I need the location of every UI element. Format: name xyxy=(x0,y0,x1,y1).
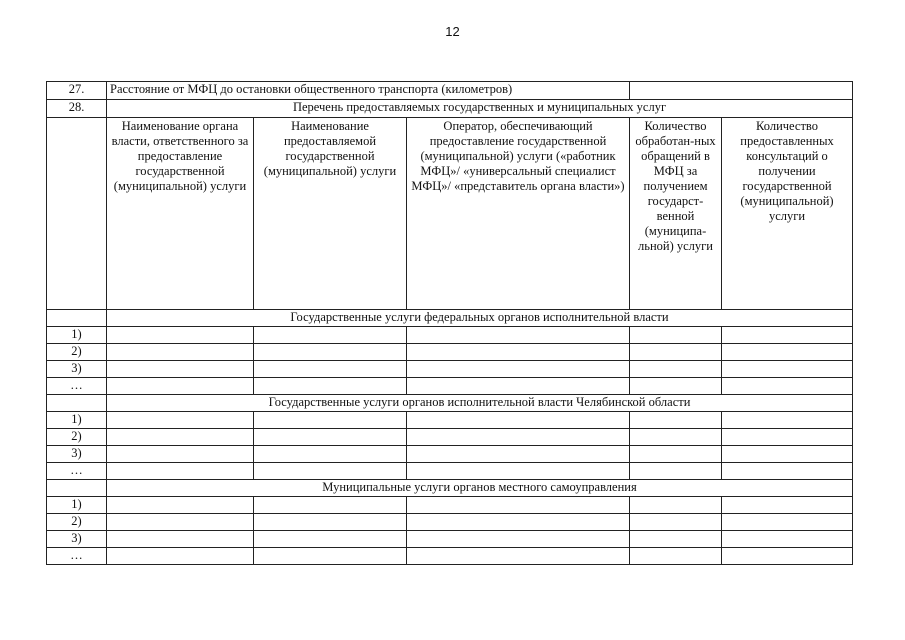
section-title: Государственные услуги федеральных органов исполнительной власти xyxy=(107,310,853,327)
row-number: 28. xyxy=(47,100,107,118)
input-cell xyxy=(630,361,722,378)
input-cell xyxy=(722,497,853,514)
input-cell xyxy=(254,446,407,463)
input-cell xyxy=(407,429,630,446)
row-number: … xyxy=(47,548,107,565)
row-number: 2) xyxy=(47,429,107,446)
input-cell xyxy=(407,548,630,565)
input-cell xyxy=(407,378,630,395)
input-cell xyxy=(107,463,254,480)
input-cell xyxy=(630,378,722,395)
input-cell xyxy=(407,344,630,361)
input-cell xyxy=(630,497,722,514)
input-cell xyxy=(407,463,630,480)
input-cell xyxy=(254,327,407,344)
row-number: 1) xyxy=(47,327,107,344)
input-cell xyxy=(254,548,407,565)
row-number: 3) xyxy=(47,531,107,548)
input-cell xyxy=(254,378,407,395)
input-cell xyxy=(254,463,407,480)
input-cell xyxy=(107,327,254,344)
section-header xyxy=(47,480,853,497)
row-number: 2) xyxy=(47,344,107,361)
input-cell xyxy=(407,327,630,344)
blank-cell xyxy=(47,480,107,497)
row-number: 3) xyxy=(47,361,107,378)
column-headers xyxy=(47,118,853,310)
input-cell xyxy=(630,514,722,531)
table-row xyxy=(47,463,853,480)
section-title: Государственные услуги органов исполнительной власти Челябинской области xyxy=(107,395,853,412)
input-cell xyxy=(722,378,853,395)
input-cell xyxy=(630,344,722,361)
blank-cell xyxy=(47,310,107,327)
input-cell xyxy=(107,361,254,378)
input-cell xyxy=(254,429,407,446)
table-row xyxy=(47,497,853,514)
column-header-consultations: Количество предоставленных консультаций о получении государственной (муниципальной) услуги xyxy=(722,118,853,310)
input-cell xyxy=(107,344,254,361)
input-cell xyxy=(630,463,722,480)
table-row xyxy=(47,514,853,531)
section-header xyxy=(47,310,853,327)
column-header-requests: Количество обработан-ных обращений в МФЦ за получением государст-венной (муниципа-льной) услуги xyxy=(630,118,722,310)
row-number: … xyxy=(47,378,107,395)
input-cell xyxy=(722,531,853,548)
table-row xyxy=(47,531,853,548)
table-row xyxy=(47,361,853,378)
input-cell xyxy=(722,548,853,565)
input-cell xyxy=(254,344,407,361)
input-cell xyxy=(722,446,853,463)
input-cell xyxy=(722,429,853,446)
input-cell xyxy=(107,514,254,531)
blank-cell xyxy=(47,395,107,412)
services-table xyxy=(46,81,853,565)
input-cell xyxy=(107,497,254,514)
input-cell xyxy=(407,531,630,548)
input-cell xyxy=(630,412,722,429)
table-row xyxy=(47,412,853,429)
column-header-operator: Оператор, обеспечивающий предоставление государственной (муниципальной) услуги («работник МФЦ»/ «универсальный специалист МФЦ»/ «представитель органа власти») xyxy=(407,118,630,310)
input-cell xyxy=(254,412,407,429)
input-cell xyxy=(107,378,254,395)
row-number: 2) xyxy=(47,514,107,531)
row-label: Перечень предоставляемых государственных и муниципальных услуг xyxy=(107,100,853,118)
input-cell xyxy=(722,344,853,361)
input-cell xyxy=(107,429,254,446)
input-cell xyxy=(107,446,254,463)
table-row xyxy=(47,429,853,446)
value-cell xyxy=(630,82,853,100)
input-cell xyxy=(254,361,407,378)
input-cell xyxy=(630,531,722,548)
input-cell xyxy=(630,548,722,565)
input-cell xyxy=(407,514,630,531)
input-cell xyxy=(254,514,407,531)
input-cell xyxy=(107,548,254,565)
row-label: Расстояние от МФЦ до остановки общественного транспорта (километров) xyxy=(107,82,630,100)
column-header-authority: Наименование органа власти, ответственного за предоставление государственной (муниципальной) услуги xyxy=(107,118,254,310)
section-header xyxy=(47,395,853,412)
input-cell xyxy=(254,531,407,548)
input-cell xyxy=(722,412,853,429)
input-cell xyxy=(630,429,722,446)
page-number: 12 xyxy=(445,24,460,39)
input-cell xyxy=(630,327,722,344)
input-cell xyxy=(407,446,630,463)
table-row xyxy=(47,378,853,395)
input-cell xyxy=(107,531,254,548)
row-number: 1) xyxy=(47,412,107,429)
input-cell xyxy=(407,361,630,378)
input-cell xyxy=(722,463,853,480)
row-number: 1) xyxy=(47,497,107,514)
input-cell xyxy=(407,412,630,429)
input-cell xyxy=(722,514,853,531)
input-cell xyxy=(630,446,722,463)
section-title: Муниципальные услуги органов местного самоуправления xyxy=(107,480,853,497)
row-28 xyxy=(47,100,853,118)
row-27 xyxy=(47,82,853,100)
input-cell xyxy=(722,361,853,378)
table-row xyxy=(47,344,853,361)
input-cell xyxy=(107,412,254,429)
blank-cell xyxy=(47,118,107,310)
table-row xyxy=(47,327,853,344)
input-cell xyxy=(254,497,407,514)
table-row xyxy=(47,548,853,565)
row-number: 3) xyxy=(47,446,107,463)
table-row xyxy=(47,446,853,463)
input-cell xyxy=(722,327,853,344)
column-header-service: Наименование предоставляемой государственной (муниципальной) услуги xyxy=(254,118,407,310)
row-number: 27. xyxy=(47,82,107,100)
input-cell xyxy=(407,497,630,514)
row-number: … xyxy=(47,463,107,480)
